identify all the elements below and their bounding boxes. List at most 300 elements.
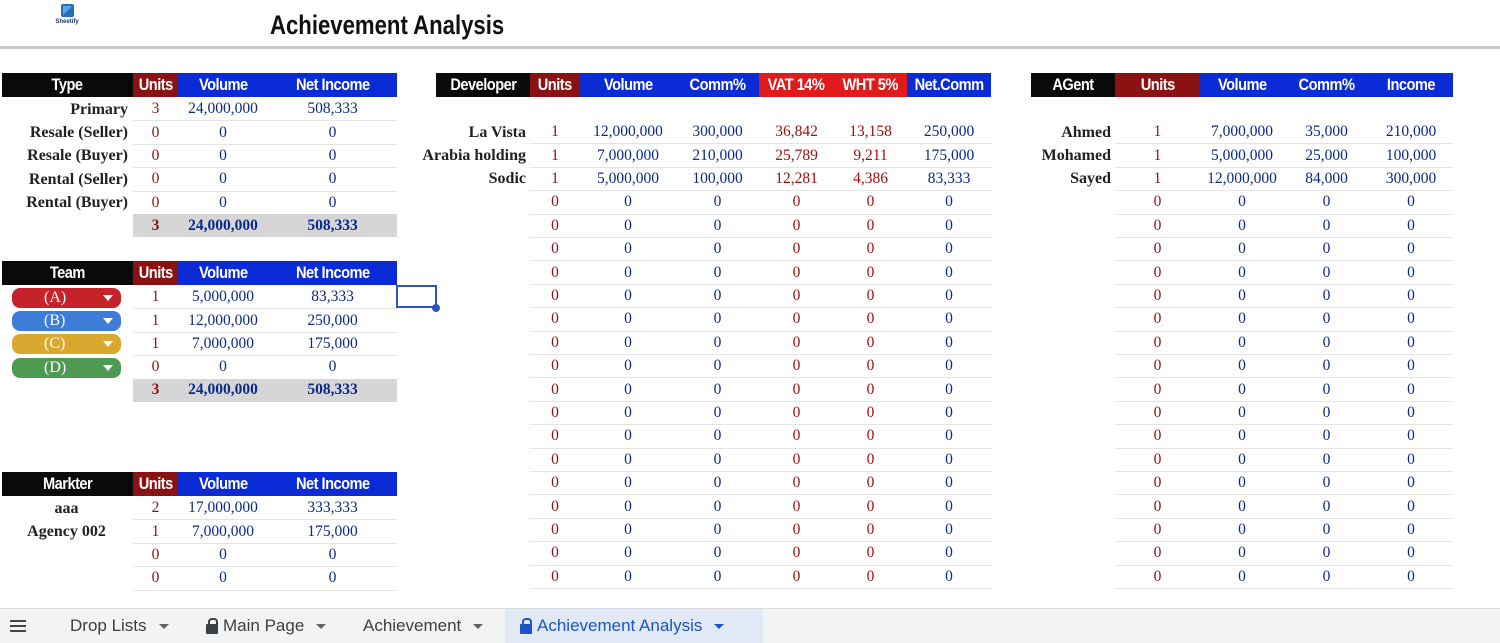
logo-cube-icon xyxy=(61,4,74,17)
volume-cell[interactable]: 0 xyxy=(1200,472,1284,495)
income-cell[interactable]: 0 xyxy=(1369,215,1453,238)
units-cell[interactable]: 1 xyxy=(1115,168,1200,191)
wht-cell[interactable]: 9,211 xyxy=(834,144,907,167)
wht-cell[interactable]: 0 xyxy=(834,355,907,378)
income-cell[interactable]: 508,333 xyxy=(268,98,397,121)
developer-label: La Vista xyxy=(468,123,526,141)
markter-label: aaa xyxy=(54,499,79,517)
units-cell[interactable]: 0 xyxy=(530,355,580,378)
agent_table-header-1 xyxy=(1115,73,1200,97)
net-comm-cell[interactable]: 0 xyxy=(907,519,991,542)
units-cell[interactable]: 0 xyxy=(530,519,580,542)
volume-cell[interactable]: 12,000,000 xyxy=(580,121,676,144)
units-cell[interactable]: 0 xyxy=(530,495,580,518)
comm-cell[interactable]: 0 xyxy=(1284,519,1369,542)
units-cell[interactable]: 1 xyxy=(530,144,580,167)
units-cell[interactable]: 1 xyxy=(530,168,580,191)
units-cell[interactable]: 0 xyxy=(133,168,178,191)
developer-label: Arabia holding xyxy=(422,147,526,165)
income-cell[interactable]: 100,000 xyxy=(1369,144,1453,167)
volume-cell[interactable]: 0 xyxy=(178,121,268,144)
volume-cell[interactable]: 0 xyxy=(580,542,676,565)
income-cell[interactable]: 0 xyxy=(1369,566,1453,589)
income-cell[interactable]: 0 xyxy=(268,356,397,379)
volume-cell[interactable]: 0 xyxy=(1200,519,1284,542)
wht-cell[interactable]: 0 xyxy=(834,472,907,495)
comm-cell[interactable]: 0 xyxy=(676,519,759,542)
vat-cell[interactable]: 0 xyxy=(759,215,834,238)
volume-cell[interactable]: 0 xyxy=(1200,191,1284,214)
units-cell[interactable]: 0 xyxy=(530,215,580,238)
comm-cell[interactable]: 0 xyxy=(676,449,759,472)
income-cell[interactable]: 0 xyxy=(1369,285,1453,308)
net-comm-cell[interactable]: 0 xyxy=(907,332,991,355)
chevron-down-icon[interactable] xyxy=(473,624,483,629)
tab-achievement-analysis[interactable] xyxy=(505,609,763,643)
team-dropdown-label: (B) xyxy=(44,311,66,329)
net-comm-cell[interactable]: 0 xyxy=(907,355,991,378)
net-comm-cell[interactable]: 0 xyxy=(907,261,991,284)
units-cell[interactable]: 0 xyxy=(1115,425,1200,448)
developer-label xyxy=(380,519,526,542)
header-label: Net Income xyxy=(295,474,370,493)
dropdown-arrow-icon[interactable] xyxy=(103,295,113,301)
header-label: Net Income xyxy=(295,75,370,94)
team-dropdown-label: (C) xyxy=(44,335,66,353)
volume-cell[interactable]: 0 xyxy=(1200,285,1284,308)
volume-cell[interactable]: 0 xyxy=(580,449,676,472)
tab-main-page[interactable] xyxy=(192,609,340,643)
volume-cell[interactable]: 5,000,000 xyxy=(1200,144,1284,167)
income-cell[interactable]: 0 xyxy=(268,567,397,590)
volume-cell[interactable]: 0 xyxy=(580,378,676,401)
units-cell[interactable]: 0 xyxy=(1115,355,1200,378)
volume-cell[interactable]: 0 xyxy=(580,425,676,448)
units-cell[interactable]: 0 xyxy=(133,544,178,567)
vat-cell[interactable]: 0 xyxy=(759,495,834,518)
wht-cell[interactable]: 0 xyxy=(834,542,907,565)
net-comm-cell[interactable]: 0 xyxy=(907,402,991,425)
comm-cell[interactable]: 300,000 xyxy=(676,121,759,144)
volume-cell[interactable]: 0 xyxy=(1200,425,1284,448)
units-cell[interactable]: 0 xyxy=(1115,542,1200,565)
vat-cell[interactable]: 0 xyxy=(759,566,834,589)
units-cell[interactable]: 0 xyxy=(530,378,580,401)
units-cell[interactable]: 2 xyxy=(133,497,178,520)
volume-cell[interactable]: 0 xyxy=(1200,238,1284,261)
vat-cell[interactable]: 0 xyxy=(759,238,834,261)
units-cell[interactable]: 0 xyxy=(1115,378,1200,401)
total-units-cell: 3 xyxy=(133,214,178,237)
vat-cell[interactable]: 0 xyxy=(759,402,834,425)
dropdown-arrow-icon[interactable] xyxy=(103,365,113,371)
vat-cell[interactable]: 0 xyxy=(759,332,834,355)
header-label: Developer xyxy=(449,75,517,94)
comm-cell[interactable]: 0 xyxy=(676,542,759,565)
net-comm-cell[interactable]: 250,000 xyxy=(907,121,991,144)
comm-cell[interactable]: 0 xyxy=(1284,191,1369,214)
income-cell[interactable]: 0 xyxy=(268,544,397,567)
vat-cell[interactable]: 0 xyxy=(759,191,834,214)
developer-label xyxy=(380,355,526,378)
comm-cell[interactable]: 0 xyxy=(1284,261,1369,284)
units-cell[interactable]: 1 xyxy=(133,333,178,356)
units-cell[interactable]: 0 xyxy=(133,121,178,144)
units-cell[interactable]: 1 xyxy=(133,309,178,332)
income-cell[interactable]: 333,333 xyxy=(268,497,397,520)
volume-cell[interactable]: 0 xyxy=(178,168,268,191)
comm-cell[interactable]: 0 xyxy=(676,308,759,331)
volume-cell[interactable]: 0 xyxy=(1200,402,1284,425)
header-label: Comm% xyxy=(689,75,746,94)
wht-cell[interactable]: 0 xyxy=(834,495,907,518)
developer-label xyxy=(380,308,526,331)
comm-cell[interactable]: 0 xyxy=(676,495,759,518)
comm-cell[interactable]: 0 xyxy=(676,215,759,238)
volume-cell[interactable]: 0 xyxy=(580,519,676,542)
units-cell[interactable]: 0 xyxy=(1115,191,1200,214)
dropdown-arrow-icon[interactable] xyxy=(103,318,113,324)
comm-cell[interactable]: 0 xyxy=(1284,378,1369,401)
volume-cell[interactable]: 0 xyxy=(1200,542,1284,565)
vat-cell[interactable]: 0 xyxy=(759,425,834,448)
team_table-header-3 xyxy=(268,261,397,285)
volume-cell[interactable]: 0 xyxy=(1200,215,1284,238)
agent_table-header-2 xyxy=(1200,73,1284,97)
income-cell[interactable]: 0 xyxy=(1369,495,1453,518)
income-cell[interactable]: 0 xyxy=(1369,355,1453,378)
comm-cell[interactable]: 0 xyxy=(1284,308,1369,331)
net-comm-cell[interactable]: 0 xyxy=(907,449,991,472)
income-cell[interactable]: 0 xyxy=(1369,238,1453,261)
agent-label xyxy=(990,355,1111,378)
comm-cell[interactable]: 0 xyxy=(676,378,759,401)
volume-cell[interactable]: 5,000,000 xyxy=(580,168,676,191)
net-comm-cell[interactable]: 175,000 xyxy=(907,144,991,167)
units-cell[interactable]: 0 xyxy=(1115,566,1200,589)
volume-cell[interactable]: 0 xyxy=(178,567,268,590)
wht-cell[interactable]: 0 xyxy=(834,191,907,214)
vat-cell[interactable]: 0 xyxy=(759,285,834,308)
units-cell[interactable]: 0 xyxy=(133,356,178,379)
units-cell[interactable]: 0 xyxy=(530,472,580,495)
vat-cell[interactable]: 0 xyxy=(759,472,834,495)
comm-cell[interactable]: 0 xyxy=(676,191,759,214)
net-comm-cell[interactable]: 0 xyxy=(907,425,991,448)
team_table-header-1 xyxy=(133,261,178,285)
units-cell[interactable]: 1 xyxy=(530,121,580,144)
income-cell[interactable]: 0 xyxy=(268,145,397,168)
income-cell[interactable]: 0 xyxy=(1369,332,1453,355)
volume-cell[interactable]: 24,000,000 xyxy=(178,98,268,121)
volume-cell[interactable]: 7,000,000 xyxy=(1200,121,1284,144)
vat-cell[interactable]: 0 xyxy=(759,261,834,284)
comm-cell[interactable]: 0 xyxy=(1284,566,1369,589)
volume-cell[interactable]: 0 xyxy=(580,566,676,589)
net-comm-cell[interactable]: 0 xyxy=(907,285,991,308)
units-cell[interactable]: 0 xyxy=(530,191,580,214)
income-cell[interactable]: 0 xyxy=(1369,519,1453,542)
net-comm-cell[interactable]: 83,333 xyxy=(907,168,991,191)
income-cell[interactable]: 83,333 xyxy=(268,286,397,309)
developer-label xyxy=(380,191,526,214)
wht-cell[interactable]: 0 xyxy=(834,378,907,401)
developer_table-header-3 xyxy=(676,73,759,97)
units-cell[interactable]: 0 xyxy=(1115,285,1200,308)
volume-cell[interactable]: 5,000,000 xyxy=(178,286,268,309)
header-label: Net.Comm xyxy=(914,75,984,94)
volume-cell[interactable]: 0 xyxy=(1200,332,1284,355)
comm-cell[interactable]: 0 xyxy=(676,566,759,589)
header-label: Units xyxy=(138,474,173,493)
units-cell[interactable]: 0 xyxy=(133,567,178,590)
net-comm-cell[interactable]: 0 xyxy=(907,191,991,214)
units-cell[interactable]: 1 xyxy=(1115,144,1200,167)
income-cell[interactable]: 0 xyxy=(268,192,397,215)
units-cell[interactable]: 0 xyxy=(530,566,580,589)
volume-cell[interactable]: 0 xyxy=(1200,261,1284,284)
comm-cell[interactable]: 0 xyxy=(1284,215,1369,238)
volume-cell[interactable]: 0 xyxy=(1200,378,1284,401)
comm-cell[interactable]: 0 xyxy=(1284,238,1369,261)
header-label: Team xyxy=(49,263,86,282)
total-income-cell: 508,333 xyxy=(268,214,397,237)
income-cell[interactable]: 210,000 xyxy=(1369,121,1453,144)
units-cell[interactable]: 0 xyxy=(1115,261,1200,284)
units-cell[interactable]: 0 xyxy=(530,238,580,261)
wht-cell[interactable]: 0 xyxy=(834,332,907,355)
chevron-down-icon[interactable] xyxy=(714,624,724,629)
header-label: Units xyxy=(1140,75,1175,94)
units-cell[interactable]: 0 xyxy=(530,285,580,308)
net-comm-cell[interactable]: 0 xyxy=(907,542,991,565)
wht-cell[interactable]: 0 xyxy=(834,215,907,238)
units-cell[interactable]: 0 xyxy=(1115,472,1200,495)
markter_table-header-3 xyxy=(268,472,397,496)
units-cell[interactable]: 0 xyxy=(1115,495,1200,518)
income-cell[interactable]: 0 xyxy=(1369,425,1453,448)
units-cell[interactable]: 0 xyxy=(1115,238,1200,261)
volume-cell[interactable]: 0 xyxy=(1200,355,1284,378)
units-cell[interactable]: 0 xyxy=(530,308,580,331)
units-cell[interactable]: 0 xyxy=(530,402,580,425)
comm-cell[interactable]: 0 xyxy=(676,402,759,425)
vat-cell[interactable]: 0 xyxy=(759,449,834,472)
header-label: Volume xyxy=(1217,75,1267,94)
header-label: Comm% xyxy=(1298,75,1355,94)
units-cell[interactable]: 1 xyxy=(1115,121,1200,144)
volume-cell[interactable]: 0 xyxy=(580,238,676,261)
volume-cell[interactable]: 0 xyxy=(1200,449,1284,472)
comm-cell[interactable]: 210,000 xyxy=(676,144,759,167)
agent_table-header-3 xyxy=(1284,73,1369,97)
comm-cell[interactable]: 0 xyxy=(1284,495,1369,518)
income-cell[interactable]: 0 xyxy=(1369,542,1453,565)
volume-cell[interactable]: 0 xyxy=(580,332,676,355)
agent-label: Ahmed xyxy=(1061,123,1111,141)
developer_table-header-4 xyxy=(759,73,834,97)
markter_table-header-2 xyxy=(178,472,268,496)
comm-cell[interactable]: 0 xyxy=(676,261,759,284)
vat-cell[interactable]: 36,842 xyxy=(759,121,834,144)
units-cell[interactable]: 0 xyxy=(1115,332,1200,355)
net-comm-cell[interactable]: 0 xyxy=(907,308,991,331)
wht-cell[interactable]: 0 xyxy=(834,519,907,542)
vat-cell[interactable]: 0 xyxy=(759,519,834,542)
vat-cell[interactable]: 12,281 xyxy=(759,168,834,191)
comm-cell[interactable]: 0 xyxy=(1284,472,1369,495)
vat-cell[interactable]: 0 xyxy=(759,542,834,565)
volume-cell[interactable]: 12,000,000 xyxy=(178,309,268,332)
units-cell[interactable]: 3 xyxy=(133,98,178,121)
volume-cell[interactable]: 0 xyxy=(580,402,676,425)
wht-cell[interactable]: 13,158 xyxy=(834,121,907,144)
comm-cell[interactable]: 0 xyxy=(1284,449,1369,472)
volume-cell[interactable]: 0 xyxy=(1200,495,1284,518)
comm-cell[interactable]: 0 xyxy=(676,332,759,355)
wht-cell[interactable]: 0 xyxy=(834,261,907,284)
comm-cell[interactable]: 0 xyxy=(1284,285,1369,308)
developer_table-header-2 xyxy=(580,73,676,97)
units-cell[interactable]: 1 xyxy=(133,286,178,309)
chevron-down-icon[interactable] xyxy=(316,624,326,629)
type-label: Resale (Seller) xyxy=(29,124,128,142)
vat-cell[interactable]: 0 xyxy=(759,308,834,331)
volume-cell[interactable]: 0 xyxy=(580,215,676,238)
net-comm-cell[interactable]: 0 xyxy=(907,215,991,238)
comm-cell[interactable]: 0 xyxy=(676,472,759,495)
volume-cell[interactable]: 0 xyxy=(580,191,676,214)
team-dropdown[interactable] xyxy=(12,334,121,354)
tab-drop-lists[interactable] xyxy=(56,609,183,643)
wht-cell[interactable]: 0 xyxy=(834,449,907,472)
vat-cell[interactable]: 0 xyxy=(759,355,834,378)
wht-cell[interactable]: 0 xyxy=(834,425,907,448)
tab-achievement[interactable] xyxy=(349,609,497,643)
comm-cell[interactable]: 0 xyxy=(1284,355,1369,378)
units-cell[interactable]: 0 xyxy=(1115,308,1200,331)
comm-cell[interactable]: 25,000 xyxy=(1284,144,1369,167)
dropdown-arrow-icon[interactable] xyxy=(103,341,113,347)
volume-cell[interactable]: 0 xyxy=(178,544,268,567)
chevron-down-icon[interactable] xyxy=(159,624,169,629)
volume-cell[interactable]: 7,000,000 xyxy=(178,520,268,543)
income-cell[interactable]: 0 xyxy=(268,168,397,191)
all-sheets-menu-icon[interactable] xyxy=(10,620,26,632)
developer_table-header-0 xyxy=(436,73,530,97)
comm-cell[interactable]: 0 xyxy=(1284,425,1369,448)
income-cell[interactable]: 300,000 xyxy=(1369,168,1453,191)
fill-handle[interactable] xyxy=(432,304,440,312)
volume-cell[interactable]: 0 xyxy=(580,285,676,308)
volume-cell[interactable]: 0 xyxy=(178,356,268,379)
units-cell[interactable]: 0 xyxy=(1115,519,1200,542)
units-cell[interactable]: 1 xyxy=(133,520,178,543)
comm-cell[interactable]: 0 xyxy=(1284,542,1369,565)
wht-cell[interactable]: 0 xyxy=(834,285,907,308)
units-cell[interactable]: 0 xyxy=(530,332,580,355)
volume-cell[interactable]: 0 xyxy=(580,261,676,284)
income-cell[interactable]: 175,000 xyxy=(268,333,397,356)
income-cell[interactable]: 0 xyxy=(1369,449,1453,472)
net-comm-cell[interactable]: 0 xyxy=(907,238,991,261)
wht-cell[interactable]: 0 xyxy=(834,566,907,589)
units-cell[interactable]: 0 xyxy=(530,449,580,472)
income-cell[interactable]: 0 xyxy=(268,121,397,144)
comm-cell[interactable]: 84,000 xyxy=(1284,168,1369,191)
developer-label xyxy=(380,425,526,448)
income-cell[interactable]: 250,000 xyxy=(268,309,397,332)
net-comm-cell[interactable]: 0 xyxy=(907,495,991,518)
team-dropdown[interactable] xyxy=(12,311,121,331)
net-comm-cell[interactable]: 0 xyxy=(907,378,991,401)
volume-cell[interactable]: 12,000,000 xyxy=(1200,168,1284,191)
units-cell[interactable]: 0 xyxy=(1115,449,1200,472)
units-cell[interactable]: 0 xyxy=(530,425,580,448)
vat-cell[interactable]: 0 xyxy=(759,378,834,401)
income-cell[interactable]: 0 xyxy=(1369,378,1453,401)
team-dropdown[interactable] xyxy=(12,358,121,378)
income-cell[interactable]: 175,000 xyxy=(268,520,397,543)
comm-cell[interactable]: 0 xyxy=(676,355,759,378)
volume-cell[interactable]: 0 xyxy=(580,308,676,331)
logo-text: Sheetify xyxy=(55,19,79,25)
volume-cell[interactable]: 0 xyxy=(1200,566,1284,589)
volume-cell[interactable]: 7,000,000 xyxy=(178,333,268,356)
income-cell[interactable]: 0 xyxy=(1369,191,1453,214)
title-divider xyxy=(0,46,1500,49)
vat-cell[interactable]: 25,789 xyxy=(759,144,834,167)
income-cell[interactable]: 0 xyxy=(1369,308,1453,331)
income-cell[interactable]: 0 xyxy=(1369,472,1453,495)
units-cell[interactable]: 0 xyxy=(530,261,580,284)
net-comm-cell[interactable]: 0 xyxy=(907,472,991,495)
comm-cell[interactable]: 0 xyxy=(1284,402,1369,425)
units-cell[interactable]: 0 xyxy=(1115,215,1200,238)
type_table-header-1 xyxy=(133,73,178,97)
wht-cell[interactable]: 0 xyxy=(834,308,907,331)
units-cell[interactable]: 0 xyxy=(1115,402,1200,425)
volume-cell[interactable]: 0 xyxy=(1200,308,1284,331)
volume-cell[interactable]: 0 xyxy=(580,355,676,378)
units-cell[interactable]: 0 xyxy=(133,145,178,168)
volume-cell[interactable]: 0 xyxy=(178,145,268,168)
volume-cell[interactable]: 0 xyxy=(178,192,268,215)
comm-cell[interactable]: 0 xyxy=(1284,332,1369,355)
volume-cell[interactable]: 0 xyxy=(580,495,676,518)
comm-cell[interactable]: 100,000 xyxy=(676,168,759,191)
wht-cell[interactable]: 0 xyxy=(834,402,907,425)
team-dropdown[interactable] xyxy=(12,288,121,308)
comm-cell[interactable]: 0 xyxy=(676,238,759,261)
volume-cell[interactable]: 0 xyxy=(580,472,676,495)
volume-cell[interactable]: 7,000,000 xyxy=(580,144,676,167)
income-cell[interactable]: 0 xyxy=(1369,261,1453,284)
comm-cell[interactable]: 35,000 xyxy=(1284,121,1369,144)
type-label: Rental (Buyer) xyxy=(26,194,128,212)
selected-cell[interactable] xyxy=(396,285,437,308)
wht-cell[interactable]: 0 xyxy=(834,238,907,261)
units-cell[interactable]: 0 xyxy=(530,542,580,565)
comm-cell[interactable]: 0 xyxy=(676,425,759,448)
wht-cell[interactable]: 4,386 xyxy=(834,168,907,191)
units-cell[interactable]: 0 xyxy=(133,192,178,215)
comm-cell[interactable]: 0 xyxy=(676,285,759,308)
agent-label xyxy=(990,215,1111,238)
volume-cell[interactable]: 17,000,000 xyxy=(178,497,268,520)
income-cell[interactable]: 0 xyxy=(1369,402,1453,425)
net-comm-cell[interactable]: 0 xyxy=(907,566,991,589)
